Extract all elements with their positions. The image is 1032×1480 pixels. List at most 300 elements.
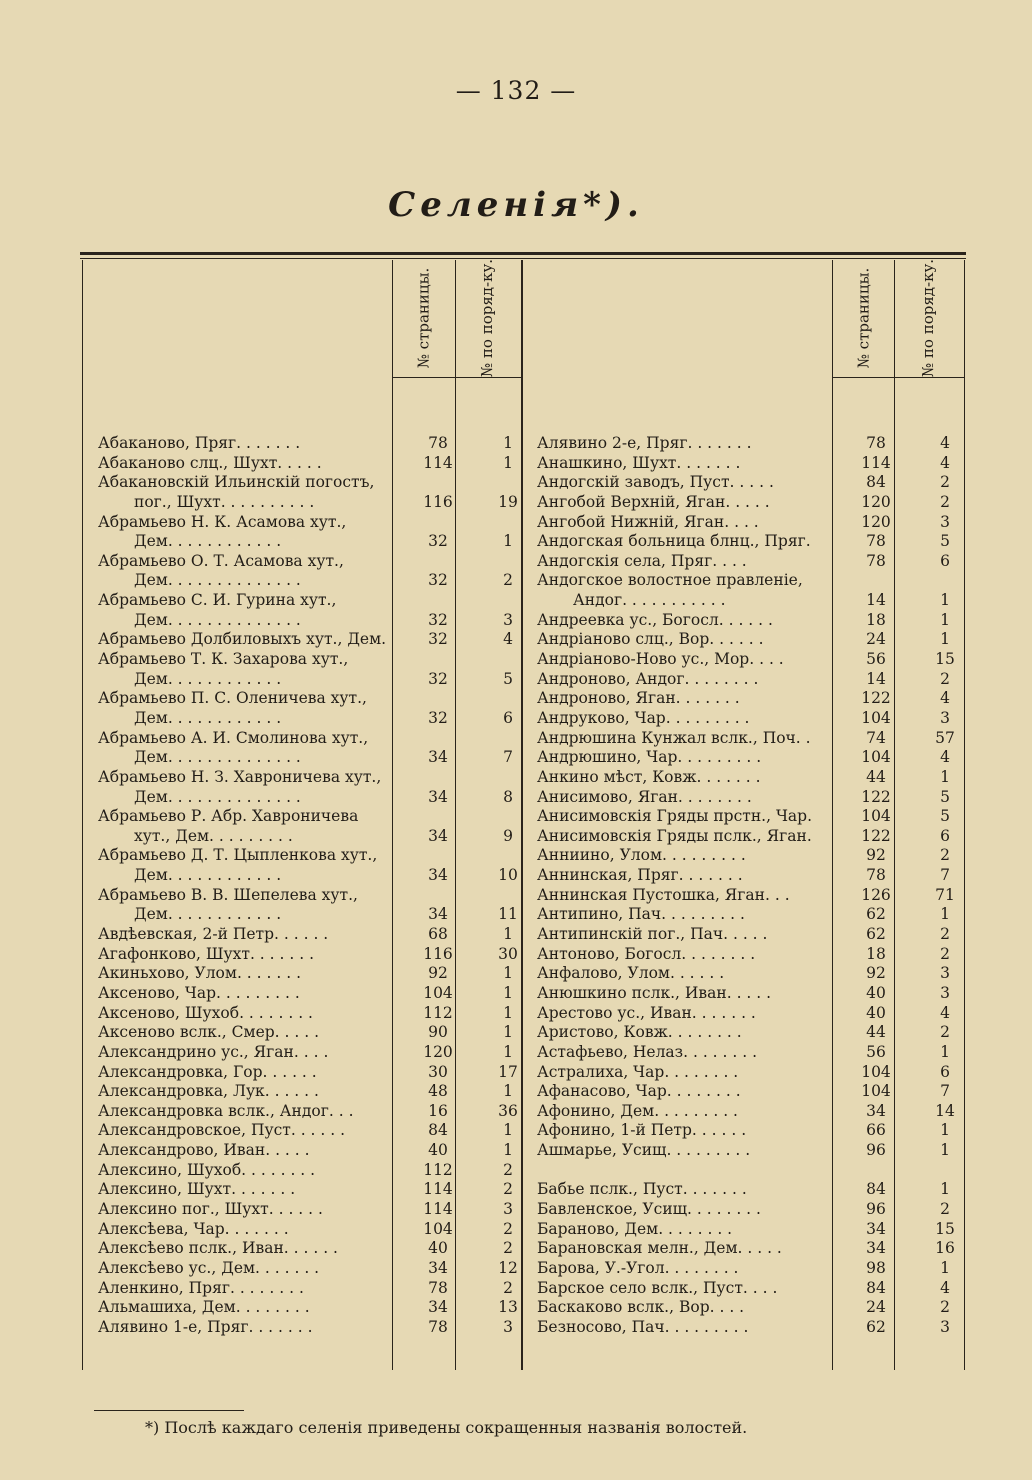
page-number-cell: 34: [428, 748, 448, 767]
page-number-cell: 34: [428, 905, 448, 924]
village-name: Ашмарье, Усищ. . . . . . . . .: [537, 1141, 751, 1160]
village-name: Ангобой Верхній, Яган. . . . .: [537, 492, 770, 511]
village-name: Андог. . . . . . . . . . .: [573, 591, 726, 610]
village-name: Барова, У.-Угол. . . . . . . .: [537, 1258, 739, 1277]
order-number-cell: 1: [503, 1023, 513, 1042]
page-number-cell: 114: [423, 1199, 453, 1218]
order-number-cell: 2: [503, 1160, 513, 1179]
list-item: [0, 1141, 1032, 1161]
village-name: Александровка, Гор. . . . . .: [98, 1062, 317, 1081]
order-number-cell: 4: [940, 434, 950, 452]
village-name: Абакановскій Ильинскій погостъ,: [98, 473, 375, 492]
list-item: [0, 1082, 1032, 1102]
page-number-cell: 104: [861, 708, 891, 727]
header-rule-left: [392, 377, 521, 378]
village-name: Алексино пог., Шухт. . . . . .: [98, 1199, 323, 1218]
order-number-cell: 13: [498, 1298, 518, 1317]
page-number-cell: 32: [428, 571, 448, 590]
order-number-cell: 2: [503, 1239, 513, 1258]
order-number-cell: 2: [503, 571, 513, 590]
page-number-cell: 116: [423, 944, 453, 963]
order-number-cell: 16: [935, 1239, 955, 1258]
village-name: Антипино, Пач. . . . . . . . .: [537, 905, 745, 924]
village-name: Анюшкино пслк., Иван. . . . .: [537, 983, 772, 1002]
village-name: Абрамьево Долбиловыхъ хут., Дем.: [98, 630, 387, 649]
order-number-cell: 1: [503, 434, 513, 452]
village-name: Абрамьево Н. З. Хавроничева хут.,: [98, 767, 382, 786]
order-number-cell: 1: [503, 453, 513, 472]
village-name: Андогскій заводъ, Пуст. . . . .: [537, 473, 774, 492]
list-item: [0, 1180, 1032, 1200]
village-name: Андріаново слц., Вор. . . . . .: [537, 630, 764, 649]
order-number-cell: 36: [498, 1101, 518, 1120]
village-name: Абрамьево Т. К. Захарова хут.,: [98, 650, 349, 669]
order-number-cell: 5: [940, 807, 950, 826]
list-item: [0, 493, 1032, 513]
list-item: [0, 886, 1032, 906]
order-number-cell: 17: [498, 1062, 518, 1081]
village-name: Астафьево, Нелаз. . . . . . . .: [537, 1042, 758, 1061]
order-number-cell: 6: [940, 1062, 950, 1081]
order-number-cell: 3: [940, 983, 950, 1002]
header-page-no-left: № страницы.: [414, 267, 432, 369]
order-number-cell: 2: [940, 473, 950, 492]
village-name: Анниино, Улом. . . . . . . . .: [537, 846, 746, 865]
list-item: [0, 866, 1032, 886]
footnote-rule: [94, 1410, 244, 1411]
page-number-cell: 114: [423, 1180, 453, 1199]
order-number-cell: 1: [940, 1121, 950, 1140]
page-number-cell: 116: [423, 492, 453, 511]
page-number-cell: 84: [866, 1180, 886, 1199]
page-number-cell: 34: [866, 1239, 886, 1258]
village-name: Абрамьево Н. К. Асамова хут.,: [98, 512, 347, 531]
village-name: Абрамьево В. В. Шепелева хут.,: [98, 885, 358, 904]
page-number-cell: 68: [428, 925, 448, 944]
page-number-cell: 40: [866, 983, 886, 1002]
page-number-cell: 78: [428, 1317, 448, 1336]
page-number-cell: 24: [866, 630, 886, 649]
order-number-cell: 3: [940, 964, 950, 983]
village-name: Дем. . . . . . . . . . . .: [134, 532, 282, 551]
list-item: [0, 827, 1032, 847]
village-name: Аксеново, Шухоб. . . . . . . .: [98, 1003, 313, 1022]
village-name: Аленкино, Пряг. . . . . . . .: [98, 1278, 304, 1297]
page-number-cell: 32: [428, 610, 448, 629]
village-name: Алявино 2-е, Пряг. . . . . . .: [537, 434, 752, 452]
village-name: Абрамьево О. Т. Асамова хут.,: [98, 551, 344, 570]
order-number-cell: 2: [940, 846, 950, 865]
order-number-cell: 7: [940, 1082, 950, 1101]
page-number-cell: 74: [866, 728, 886, 747]
page-number-cell: 122: [861, 826, 891, 845]
order-number-cell: 1: [940, 591, 950, 610]
order-number-cell: 2: [940, 492, 950, 511]
list-item: [0, 1318, 1032, 1338]
order-number-cell: 1: [503, 1042, 513, 1061]
page-number-cell: 120: [861, 492, 891, 511]
page-number-cell: 78: [428, 434, 448, 452]
section-title: Селенія*).: [388, 185, 644, 225]
village-name: Александрово, Иван. . . . .: [98, 1141, 310, 1160]
village-name: Бабье пслк., Пуст. . . . . . .: [537, 1180, 747, 1199]
table-top-rule: [80, 252, 966, 255]
page-number-cell: 14: [866, 669, 886, 688]
village-name: Абаканово слц., Шухт. . . . .: [98, 453, 322, 472]
order-number-cell: 3: [503, 1199, 513, 1218]
list-item: [0, 689, 1032, 709]
order-number-cell: 1: [503, 532, 513, 551]
page-number-cell: 32: [428, 532, 448, 551]
village-name: Андроново, Андог. . . . . . . .: [537, 669, 759, 688]
page-number-cell: 112: [423, 1160, 453, 1179]
page-number-cell: 104: [861, 807, 891, 826]
page-number-cell: 122: [861, 787, 891, 806]
village-name: Анфалово, Улом. . . . . .: [537, 964, 725, 983]
village-name: Афанасово, Чар. . . . . . . .: [537, 1082, 741, 1101]
village-name: Дем. . . . . . . . . . . . . .: [134, 787, 301, 806]
order-number-cell: 15: [935, 1219, 955, 1238]
village-name: Андруково, Чар. . . . . . . . .: [537, 708, 750, 727]
page-number-cell: 104: [861, 1062, 891, 1081]
village-name: Андогская больница блнц., Пряг.: [537, 532, 811, 551]
village-name: Алявино 1-е, Пряг. . . . . . .: [98, 1317, 313, 1336]
order-number-cell: 4: [940, 1003, 950, 1022]
list-item: [0, 630, 1032, 650]
village-name: Аннинская Пустошка, Яган. . .: [537, 885, 790, 904]
page-number-cell: 34: [428, 1298, 448, 1317]
page-number: — 132 —: [455, 76, 577, 105]
order-number-cell: 5: [940, 532, 950, 551]
page-number-cell: 32: [428, 669, 448, 688]
village-name: Александровка, Лук. . . . . .: [98, 1082, 319, 1101]
order-number-cell: 14: [935, 1101, 955, 1120]
village-name: Дем. . . . . . . . . . . .: [134, 669, 282, 688]
page-number-cell: 34: [428, 787, 448, 806]
order-number-cell: 7: [940, 866, 950, 885]
list-item: [0, 1279, 1032, 1299]
village-name: Бавленское, Усищ. . . . . . . .: [537, 1199, 761, 1218]
page-number-cell: 48: [428, 1082, 448, 1101]
page-number-cell: 78: [866, 866, 886, 885]
village-name: Абаканово, Пряг. . . . . . .: [98, 434, 301, 452]
page-number-cell: 126: [861, 885, 891, 904]
village-name: Ангобой Нижній, Яган. . . .: [537, 512, 759, 531]
village-name: Алексѣева, Чар. . . . . . .: [98, 1219, 289, 1238]
order-number-cell: 9: [503, 826, 513, 845]
page-number-cell: 44: [866, 767, 886, 786]
list-item: [0, 984, 1032, 1004]
page-number-cell: 90: [428, 1023, 448, 1042]
list-item: [0, 552, 1032, 572]
list-item: [0, 709, 1032, 729]
order-number-cell: 5: [940, 787, 950, 806]
order-number-cell: 2: [503, 1180, 513, 1199]
order-number-cell: 1: [503, 1003, 513, 1022]
order-number-cell: 1: [940, 610, 950, 629]
order-number-cell: 15: [935, 650, 955, 669]
list-item: [0, 513, 1032, 533]
village-name: Андріаново-Ново ус., Мор. . . .: [537, 650, 784, 669]
list-item: [0, 1220, 1032, 1240]
village-name: Безносово, Пач. . . . . . . . .: [537, 1317, 749, 1336]
village-name: Андогское волостное правленіе,: [537, 571, 803, 590]
list-item: [0, 473, 1032, 493]
page-number-cell: 44: [866, 1023, 886, 1042]
order-number-cell: 2: [940, 925, 950, 944]
table-top-rule-thin: [80, 258, 966, 259]
order-number-cell: 2: [503, 1219, 513, 1238]
page-number-cell: 120: [861, 512, 891, 531]
village-name: Альмашиха, Дем. . . . . . . .: [98, 1298, 310, 1317]
village-name: Дем. . . . . . . . . . . . . .: [134, 571, 301, 590]
village-name: Анисимовскія Гряды прстн., Чар.: [537, 807, 813, 826]
village-name: Андроново, Яган. . . . . . .: [537, 689, 740, 708]
village-name: Афонино, Дем. . . . . . . . .: [537, 1101, 738, 1120]
list-item: [0, 434, 1032, 454]
list-item: [0, 670, 1032, 690]
list-item: [0, 532, 1032, 552]
village-name: Авдѣевская, 2-й Петр. . . . . .: [98, 925, 329, 944]
order-number-cell: 71: [935, 885, 955, 904]
page-number-cell: 34: [866, 1101, 886, 1120]
page-number-cell: 78: [428, 1278, 448, 1297]
village-name: Дем. . . . . . . . . . . .: [134, 708, 282, 727]
page-number-cell: 84: [866, 1278, 886, 1297]
page-number-cell: 78: [866, 434, 886, 452]
page-number-cell: 78: [866, 551, 886, 570]
page-number-cell: 120: [423, 1042, 453, 1061]
page-number-cell: 56: [866, 650, 886, 669]
order-number-cell: 1: [503, 1121, 513, 1140]
order-number-cell: 2: [940, 1199, 950, 1218]
village-name: Барановская мелн., Дем. . . . .: [537, 1239, 782, 1258]
order-number-cell: 4: [940, 1278, 950, 1297]
page-number-cell: 96: [866, 1141, 886, 1160]
village-name: Алексѣево ус., Дем. . . . . . .: [98, 1258, 320, 1277]
village-name: Андогскія села, Пряг. . . .: [537, 551, 747, 570]
village-name: Дем. . . . . . . . . . . . . .: [134, 610, 301, 629]
list-item: [0, 925, 1032, 945]
order-number-cell: 3: [940, 1317, 950, 1336]
list-item: [0, 611, 1032, 631]
page-number-cell: 62: [866, 1317, 886, 1336]
page-number-cell: 62: [866, 905, 886, 924]
order-number-cell: 1: [940, 1042, 950, 1061]
order-number-cell: 19: [498, 492, 518, 511]
page-number-cell: 92: [866, 964, 886, 983]
order-number-cell: 4: [940, 748, 950, 767]
order-number-cell: 2: [940, 669, 950, 688]
page-number-cell: 92: [428, 964, 448, 983]
list-item: [0, 846, 1032, 866]
list-item: [0, 1023, 1032, 1043]
page-number-cell: 92: [866, 846, 886, 865]
list-item: [0, 1063, 1032, 1083]
village-name: Дем. . . . . . . . . . . . . .: [134, 748, 301, 767]
list-item: [0, 768, 1032, 788]
page-number-cell: 104: [423, 983, 453, 1002]
village-name: Аксеново, Чар. . . . . . . . .: [98, 983, 300, 1002]
village-name: Баскаково вслк., Вор. . . .: [537, 1298, 745, 1317]
village-name: Арестово ус., Иван. . . . . . .: [537, 1003, 756, 1022]
order-number-cell: 10: [498, 866, 518, 885]
page-number-cell: 40: [428, 1239, 448, 1258]
page-number-cell: 40: [428, 1141, 448, 1160]
page-number-cell: 34: [428, 866, 448, 885]
order-number-cell: 3: [503, 610, 513, 629]
page-number-cell: 104: [423, 1219, 453, 1238]
village-name: пог., Шухт. . . . . . . . . .: [134, 492, 315, 511]
page-number-cell: 78: [866, 532, 886, 551]
order-number-cell: 1: [503, 1141, 513, 1160]
village-name: Андрюшина Кунжал вслк., Поч. .: [537, 728, 811, 747]
village-name: Анкино мѣст, Ковж. . . . . . .: [537, 767, 761, 786]
order-number-cell: 4: [940, 689, 950, 708]
village-name: Андреевка ус., Богосл. . . . . .: [537, 610, 773, 629]
right-list: [0, 434, 1032, 1337]
village-name: Акиньхово, Улом. . . . . . .: [98, 964, 301, 983]
village-name: Бараново, Дем. . . . . . . .: [537, 1219, 733, 1238]
page-number-cell: 114: [861, 453, 891, 472]
page-number-cell: 40: [866, 1003, 886, 1022]
village-name: Александровка вслк., Андог. . .: [98, 1101, 354, 1120]
page-number-cell: 98: [866, 1258, 886, 1277]
page-number-cell: 32: [428, 630, 448, 649]
village-name: Анисимово, Яган. . . . . . . .: [537, 787, 752, 806]
village-name: Афонино, 1-й Петр. . . . . .: [537, 1121, 747, 1140]
page-number-cell: 84: [866, 473, 886, 492]
village-name: Барское село вслк., Пуст. . . .: [537, 1278, 778, 1297]
order-number-cell: 1: [940, 1258, 950, 1277]
village-name: Аннинская, Пряг. . . . . . .: [537, 866, 743, 885]
village-name: Анашкино, Шухт. . . . . . .: [537, 453, 741, 472]
village-name: Антоново, Богосл. . . . . . . .: [537, 944, 756, 963]
list-item: [0, 1043, 1032, 1063]
village-name: Абрамьево С. И. Гурина хут.,: [98, 591, 337, 610]
page-number-cell: 96: [866, 1199, 886, 1218]
page-number-cell: 122: [861, 689, 891, 708]
list-item: [0, 454, 1032, 474]
village-name: Дем. . . . . . . . . . . .: [134, 866, 282, 885]
page-number-cell: 112: [423, 1003, 453, 1022]
village-name: Анисимовскія Гряды пслк., Яган.: [537, 826, 812, 845]
order-number-cell: 1: [503, 964, 513, 983]
order-number-cell: 1: [940, 1180, 950, 1199]
footnote: *) Послѣ каждаго селенія приведены сокращенныя названія волостей.: [145, 1418, 748, 1437]
page-number-cell: 104: [861, 748, 891, 767]
page-number-cell: 84: [428, 1121, 448, 1140]
order-number-cell: 1: [940, 767, 950, 786]
list-item: [0, 571, 1032, 591]
village-name: Андрюшино, Чар. . . . . . . . .: [537, 748, 762, 767]
village-name: Астралиха, Чар. . . . . . . .: [537, 1062, 739, 1081]
village-name: Алексино, Шухт. . . . . . .: [98, 1180, 296, 1199]
header-order-no-right: № по поряд-ку.: [919, 258, 937, 378]
village-name: Аристово, Ковж. . . . . . . .: [537, 1023, 742, 1042]
list-item: [0, 729, 1032, 749]
page-number-cell: 32: [428, 708, 448, 727]
order-number-cell: 4: [503, 630, 513, 649]
list-item: [0, 905, 1032, 925]
order-number-cell: 3: [503, 1317, 513, 1336]
order-number-cell: 2: [940, 1023, 950, 1042]
order-number-cell: 1: [940, 630, 950, 649]
list-item: [0, 1161, 1032, 1181]
list-item: [0, 788, 1032, 808]
village-name: Дем. . . . . . . . . . . .: [134, 905, 282, 924]
page-number-cell: 62: [866, 925, 886, 944]
order-number-cell: 7: [503, 748, 513, 767]
village-name: Абрамьево Р. Абр. Хавроничева: [98, 807, 359, 826]
list-item: [0, 1121, 1032, 1141]
village-name: Аксеново вслк., Смер. . . . .: [98, 1023, 320, 1042]
village-name: Абрамьево П. С. Оленичева хут.,: [98, 689, 367, 708]
page-number-cell: 14: [866, 591, 886, 610]
page-number-cell: 30: [428, 1062, 448, 1081]
order-number-cell: 3: [940, 708, 950, 727]
header-rule-right: [832, 377, 964, 378]
page-number-cell: 34: [428, 1258, 448, 1277]
order-number-cell: 1: [940, 905, 950, 924]
order-number-cell: 1: [503, 983, 513, 1002]
order-number-cell: 1: [503, 1082, 513, 1101]
list-item: [0, 1102, 1032, 1122]
order-number-cell: 6: [940, 826, 950, 845]
page-number-cell: 56: [866, 1042, 886, 1061]
order-number-cell: 1: [940, 1141, 950, 1160]
order-number-cell: 2: [940, 944, 950, 963]
village-name: Александровское, Пуст. . . . . .: [98, 1121, 346, 1140]
page-number-cell: 114: [423, 453, 453, 472]
village-name: Абрамьево Д. Т. Цыпленкова хут.,: [98, 846, 378, 865]
village-name: Антипинскій пог., Пач. . . . .: [537, 925, 768, 944]
village-name: Агафонково, Шухт. . . . . . .: [98, 944, 315, 963]
order-number-cell: 2: [940, 1298, 950, 1317]
order-number-cell: 2: [503, 1278, 513, 1297]
page-number-cell: 34: [866, 1219, 886, 1238]
page-number-cell: 34: [428, 826, 448, 845]
list-item: [0, 1004, 1032, 1024]
order-number-cell: 1: [503, 925, 513, 944]
page-number-cell: 18: [866, 610, 886, 629]
list-item: [0, 1298, 1032, 1318]
order-number-cell: 57: [935, 728, 955, 747]
list-item: [0, 807, 1032, 827]
order-number-cell: 12: [498, 1258, 518, 1277]
list-item: [0, 650, 1032, 670]
page-number-cell: 104: [861, 1082, 891, 1101]
page-number-cell: 16: [428, 1101, 448, 1120]
village-name: Абрамьево А. И. Смолинова хут.,: [98, 728, 369, 747]
page-number-cell: 24: [866, 1298, 886, 1317]
list-item: [0, 964, 1032, 984]
list-item: [0, 591, 1032, 611]
order-number-cell: 3: [940, 512, 950, 531]
village-name: Алексино, Шухоб. . . . . . . .: [98, 1160, 316, 1179]
page-number-cell: 66: [866, 1121, 886, 1140]
village-name: Алексѣево пслк., Иван. . . . . .: [98, 1239, 338, 1258]
order-number-cell: 30: [498, 944, 518, 963]
village-name: Александрино ус., Яган. . . .: [98, 1042, 329, 1061]
list-item: [0, 748, 1032, 768]
list-item: [0, 1200, 1032, 1220]
village-name: хут., Дем. . . . . . . . .: [134, 826, 293, 845]
order-number-cell: 4: [940, 453, 950, 472]
order-number-cell: 6: [503, 708, 513, 727]
order-number-cell: 6: [940, 551, 950, 570]
list-item: [0, 945, 1032, 965]
